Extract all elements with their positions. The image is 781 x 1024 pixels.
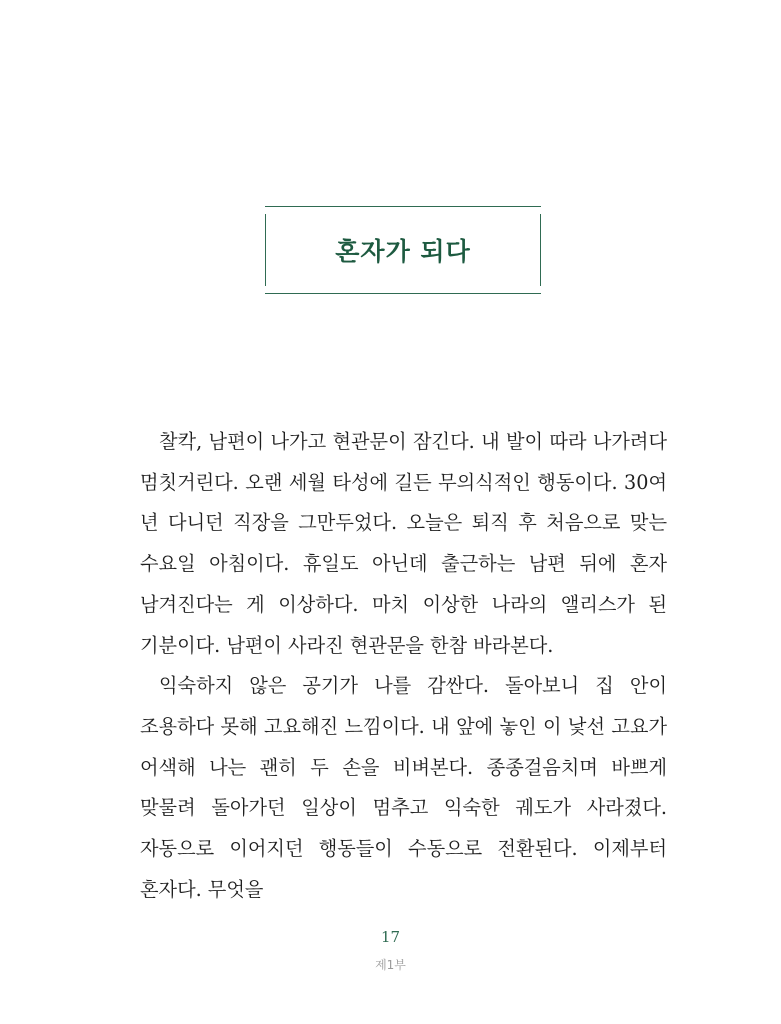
paragraph-2: 익숙하지 않은 공기가 나를 감싼다. 돌아보니 집 안이 조용하다 못해 고요해진 느낌이다. 내 앞에 놓인 이 낯선 고요가 어색해 나는 괜히 두 손을 비벼본다. 종종걸음치며 바쁘게 맞물려 돌아가던 일상이 멈추고 익숙한 궤도가 사라졌다. 자동으로 이어지던 행동들이 수동으로 전환된다. 이제부터 혼자다. 무엇을 (140, 674, 667, 901)
part-label: 제1부 (375, 958, 406, 972)
page-number: 17 (380, 928, 401, 946)
paragraph-1: 찰칵, 남편이 나가고 현관문이 잠긴다. 내 발이 따라 나가려다 멈칫거린다. 오랜 세월 타성에 길든 무의식적인 행동이다. 30여 년 다니던 직장을 그만두었다. 오늘은 퇴직 후 처음으로 맞는 수요일 아침이다. 휴일도 아닌데 출근하는 남편 뒤에 혼자 남겨진다는 게 이상하다. 마치 이상한 나라의 앨리스가 된 기분이다. 남편이 사라진 현관문을 한참 바라본다. (140, 430, 667, 657)
chapter-title: 혼자가 되다 (335, 237, 471, 266)
body-text (140, 422, 667, 910)
chapter-title-frame (265, 206, 541, 294)
